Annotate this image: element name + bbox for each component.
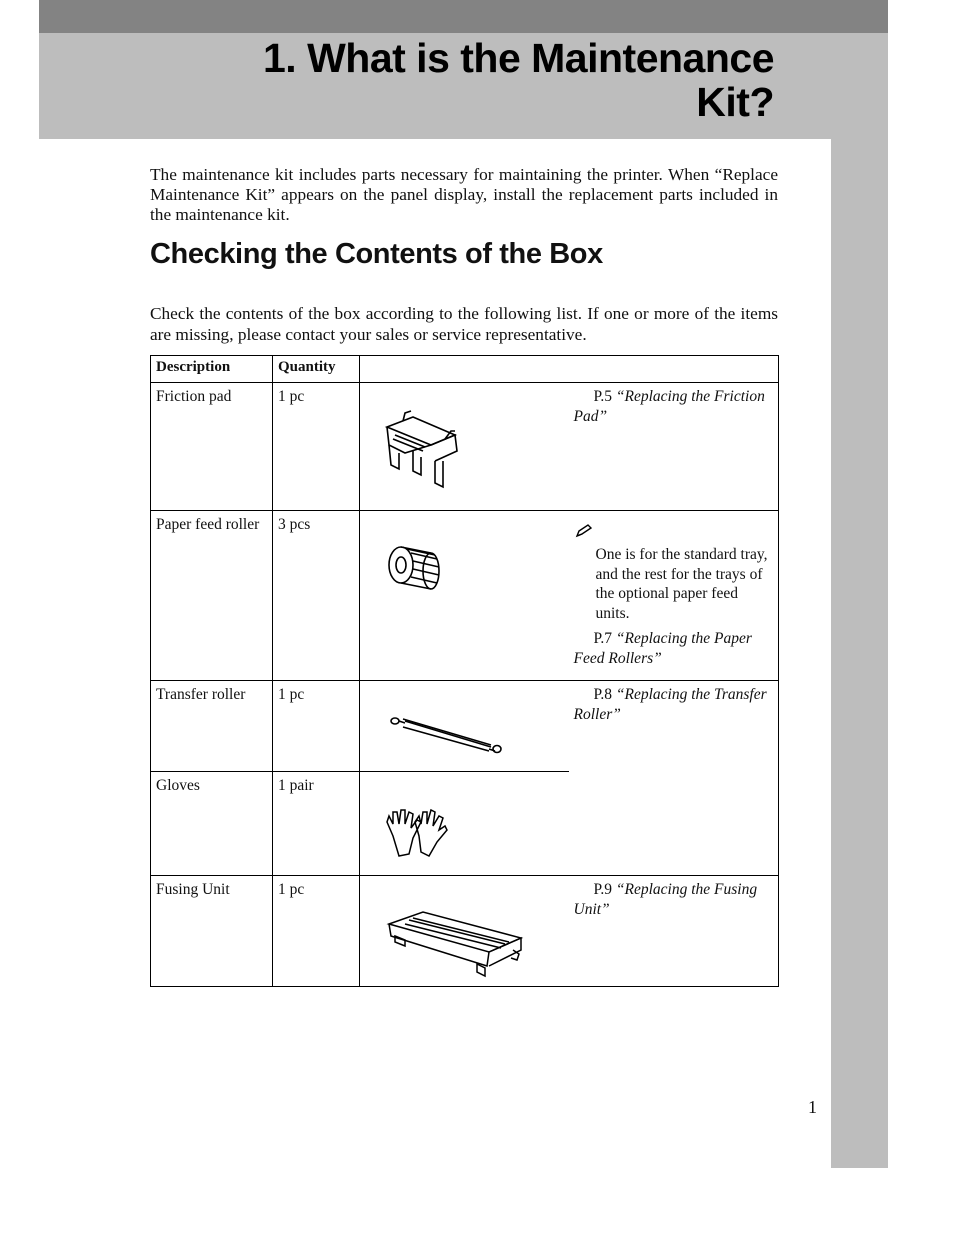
header-quantity: Quantity [273, 356, 360, 383]
row-reference [569, 383, 779, 511]
row-description: Gloves [151, 772, 273, 876]
row-description: Transfer roller [151, 681, 273, 772]
row-quantity: 1 pc [273, 681, 360, 772]
row-quantity: 1 pc [273, 876, 360, 987]
row-quantity: 3 pcs [273, 511, 360, 681]
row-quantity: 1 pc [273, 383, 360, 511]
side-thumb-tab [831, 139, 888, 1168]
row-reference [569, 681, 779, 876]
friction-pad-illustration [360, 383, 569, 511]
table-row [151, 876, 779, 987]
reference-link[interactable]: P.7 “Replacing the Paper Feed Rollers” [573, 630, 752, 667]
gloves-illustration [360, 772, 569, 876]
fusing-unit-illustration [360, 876, 569, 987]
section-paragraph: Check the contents of the box according to the following list. If one or more of the items are missing, please contact your sales or service representative. [150, 304, 778, 344]
header-blank [360, 356, 779, 383]
contents-table [150, 355, 779, 987]
note-text: One is for the standard tray, and the rest for the trays of the optional paper feed units. [595, 546, 768, 622]
row-quantity: 1 pair [273, 772, 360, 876]
reference-link[interactable]: P.5 “Replacing the Friction Pad” [573, 388, 765, 425]
table-header-row [151, 356, 779, 383]
row-description: Fusing Unit [151, 876, 273, 987]
paper-feed-roller-illustration [360, 511, 569, 681]
reference-link[interactable]: P.9 “Replacing the Fusing Unit” [573, 881, 758, 918]
table-row [151, 511, 779, 681]
row-description: Friction pad [151, 383, 273, 511]
transfer-roller-illustration [360, 681, 569, 772]
intro-paragraph: The maintenance kit includes parts necessary for maintaining the printer. When “Replace Maintenance Kit” appears on the panel display, install the replacement parts included in the maintenance kit. [150, 165, 778, 224]
chapter-title: 1. What is the Maintenance Kit? [263, 35, 774, 125]
table-row [151, 681, 779, 772]
row-description: Paper feed roller [151, 511, 273, 681]
header-description: Description [151, 356, 273, 383]
table-row [151, 383, 779, 511]
reference-link[interactable]: P.8 “Replacing the Transfer Roller” [573, 686, 767, 723]
header-top-band [39, 0, 888, 33]
page-number: 1 [808, 1097, 817, 1117]
row-reference [569, 511, 779, 681]
section-heading: Checking the Contents of the Box [150, 238, 603, 270]
note-pencil-icon [574, 523, 594, 539]
row-reference [569, 876, 779, 987]
